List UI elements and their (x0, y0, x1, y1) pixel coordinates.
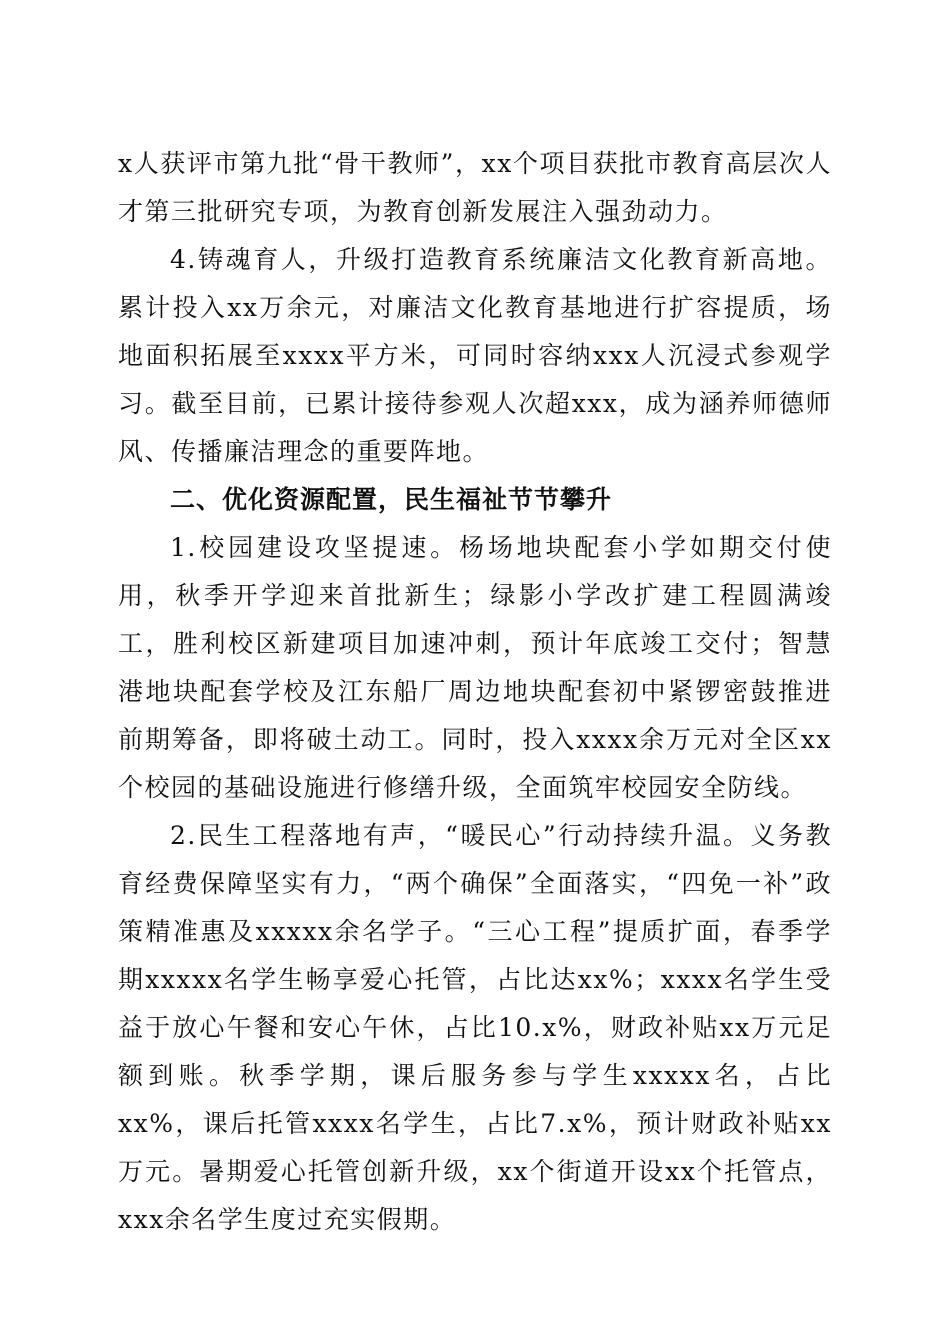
paragraph-item-1: 1.校园建设攻坚提速。杨场地块配套小学如期交付使用，秋季开学迎来首批新生；绿影小学改扩建工程圆满竣工，胜利校区新建项目加速冲刺，预计年底竣工交付；智慧港地块配套学校及江东船厂周边地块配套初中紧锣密鼓推进前期筹备，即将破土动工。同时，投入xxxx余万元对全区xx个校园的基础设施进行修缮升级，全面筑牢校园安全防线。 (118, 533, 832, 802)
paragraph-item-4: 4.铸魂育人，升级打造教育系统廉洁文化教育新高地。累计投入xx万余元，对廉洁文化教育基地进行扩容提质，场地面积拓展至xxxx平方米，可同时容纳xxx人沉浸式参观学习。截至目前，已累计接待参观人次超xxx，成为涵养师德师风、传播廉洁理念的重要阵地。 (118, 245, 832, 466)
section-heading: 二、优化资源配置，民生福祉节节攀升 (170, 485, 613, 514)
paragraph-continuation: x人获评市第九批“骨干教师”，xx个项目获批市教育高层次人才第三批研究专项，为教育创新发展注入强劲动力。 (118, 149, 832, 226)
document-page (118, 140, 832, 1244)
paragraph-item-2: 2.民生工程落地有声，“暖民心”行动持续升温。义务教育经费保障坚实有力，“两个确保”全面落实，“四免一补”政策精准惠及xxxxx余名学子。“三心工程”提质扩面，春季学期xxxxx名学生畅享爱心托管，占比达xx%；xxxx名学生受益于放心午餐和安心午休，占比10.x%，财政补贴xx万元足额到账。秋季学期，课后服务参与学生xxxxx名，占比xx%，课后托管xxxx名学生，占比7.x%，预计财政补贴xx万元。暑期爱心托管创新升级，xx个街道开设xx个托管点，xxx余名学生度过充实假期。 (118, 821, 832, 1234)
